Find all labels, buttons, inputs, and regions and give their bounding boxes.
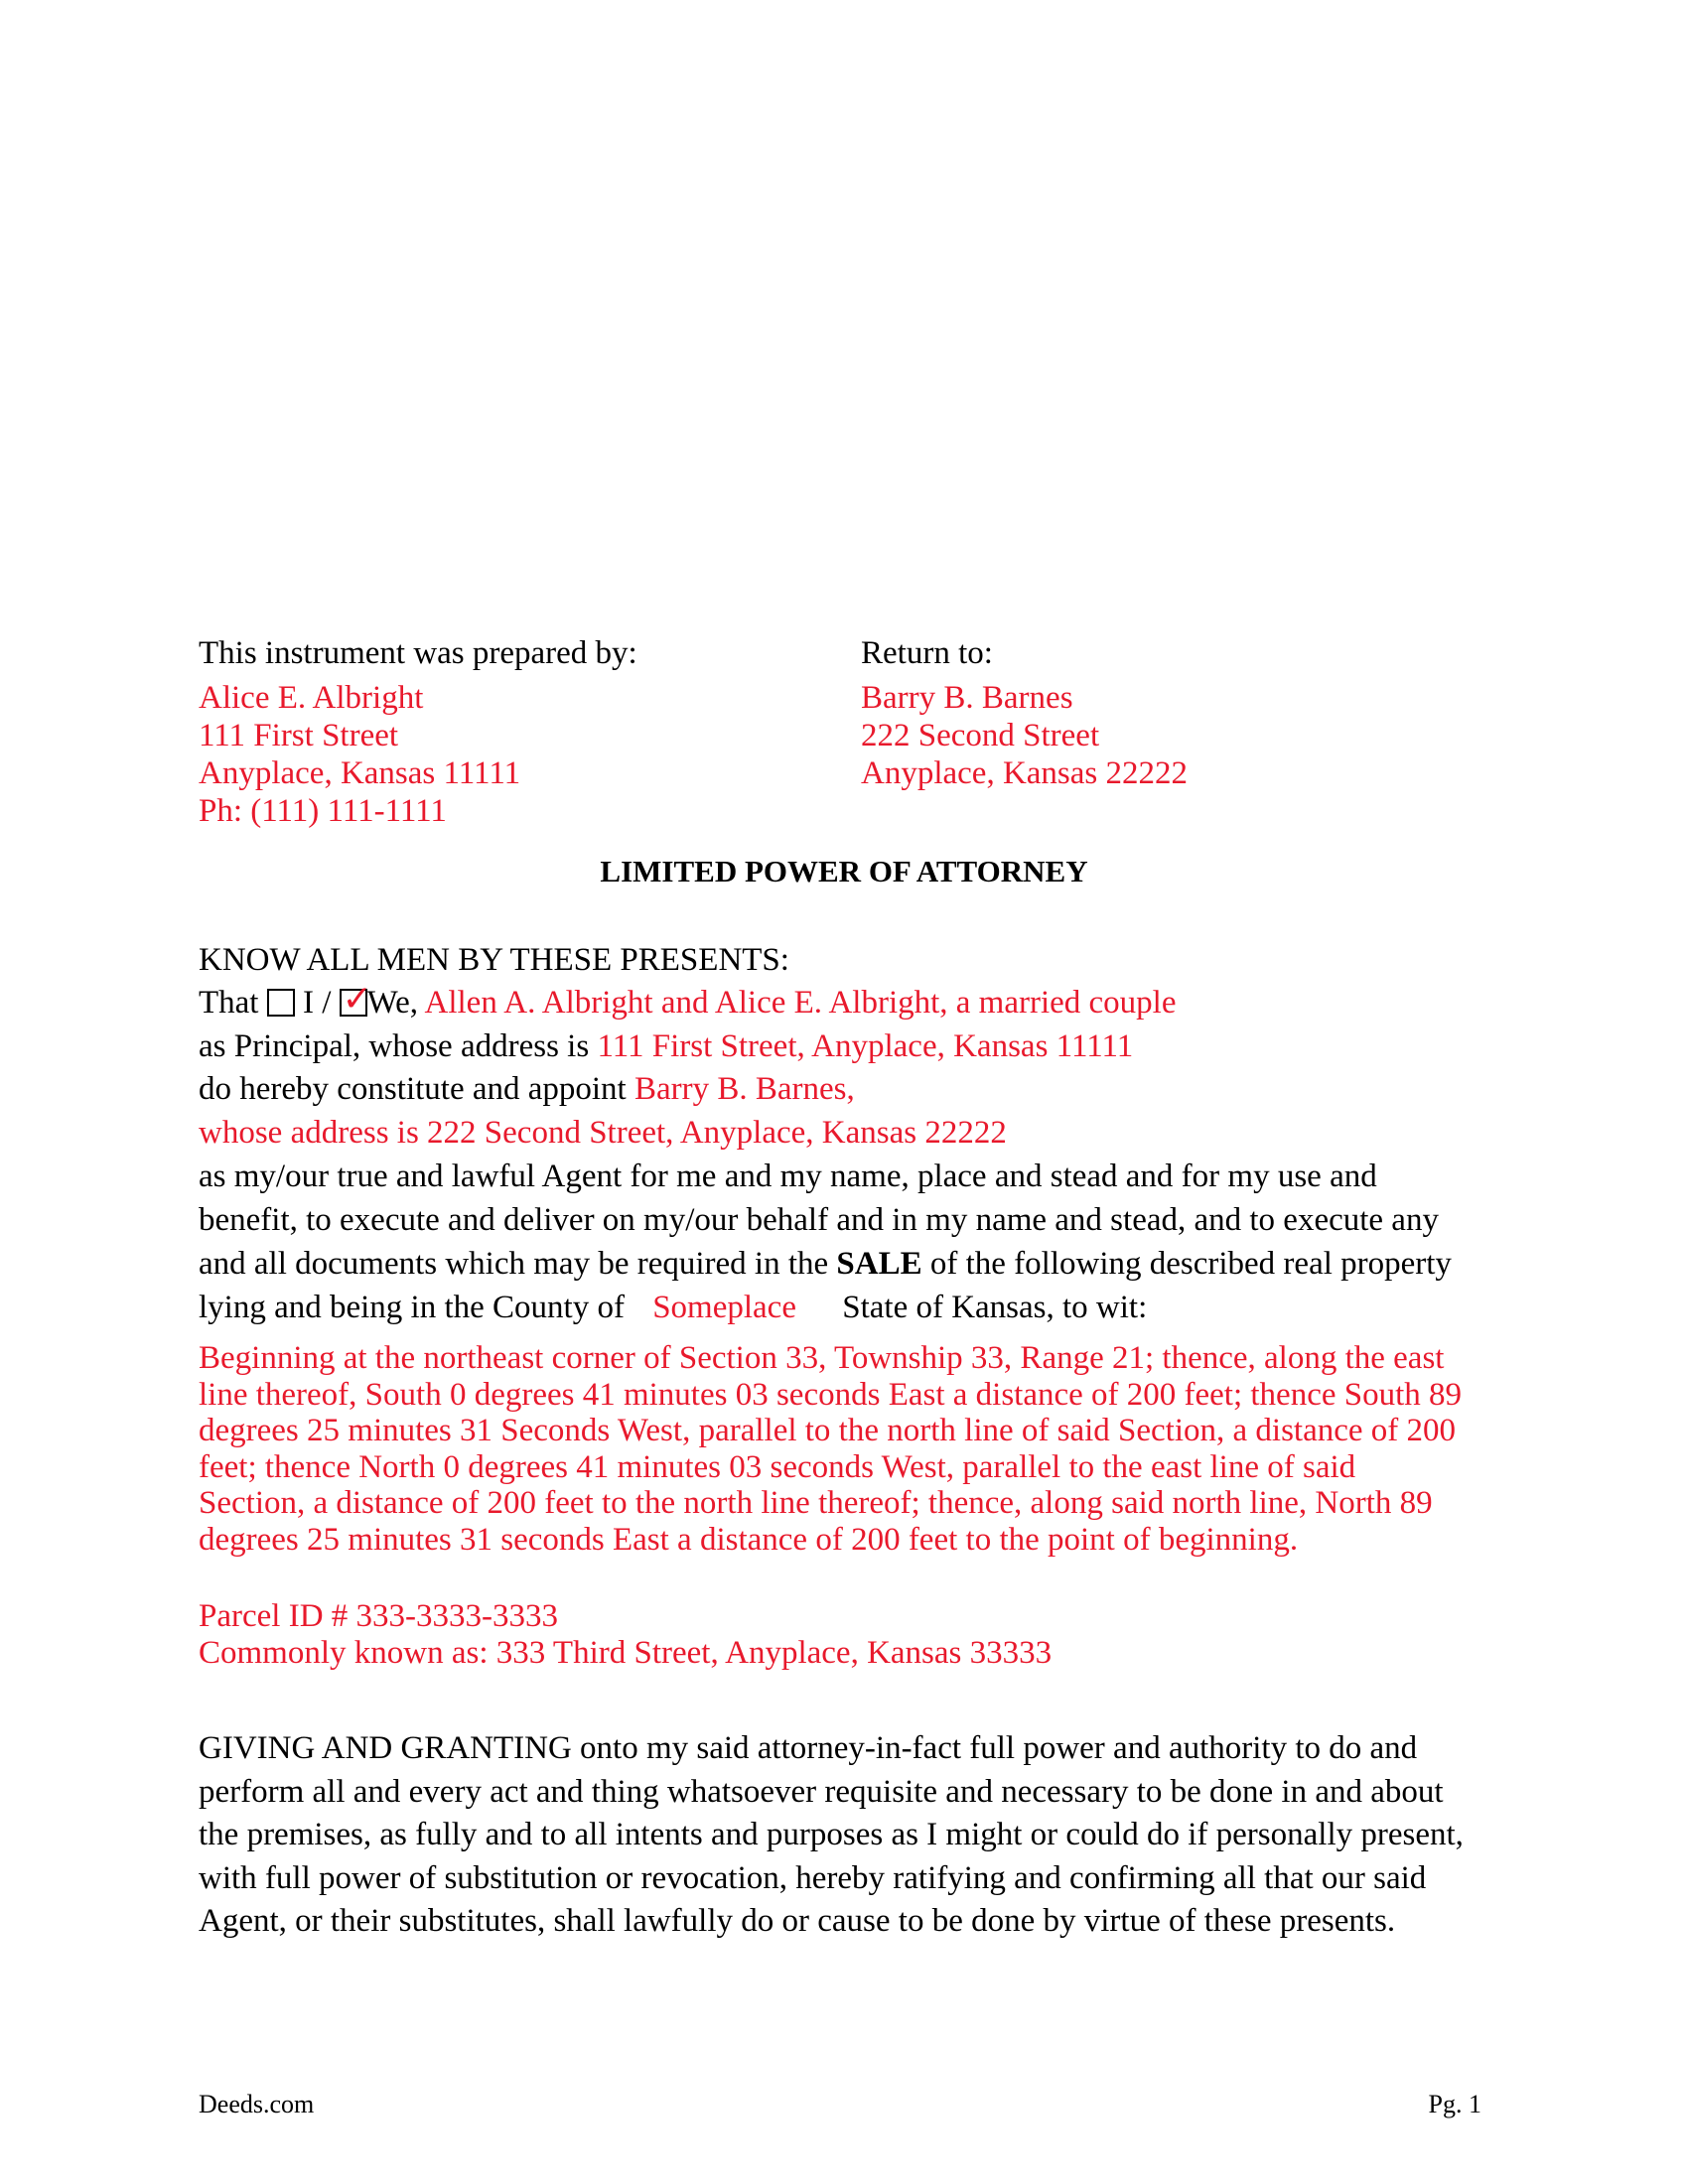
prepared-by-label: This instrument was prepared by: bbox=[199, 635, 637, 671]
legal-line: line thereof, South 0 degrees 41 minutes 03 seconds East a distance of 200 feet; thence South 89 bbox=[199, 1376, 1463, 1413]
appoint-label: do hereby constitute and appoint bbox=[199, 1071, 627, 1107]
appoint-line bbox=[199, 1071, 855, 1108]
legal-line: Section, a distance of 200 feet to the north line thereof; thence, along said north line, North 89 bbox=[199, 1485, 1433, 1522]
agent-address: whose address is 222 Second Street, Anyplace, Kansas 22222 bbox=[199, 1115, 1007, 1151]
prepared-by-name: Alice E. Albright bbox=[199, 680, 424, 716]
legal-line: degrees 25 minutes 31 seconds East a distance of 200 feet to the point of beginning. bbox=[199, 1521, 1299, 1558]
i-checkbox[interactable] bbox=[267, 989, 295, 1017]
return-to-street: 222 Second Street bbox=[861, 718, 1100, 753]
state-label: State of Kansas, to wit: bbox=[842, 1290, 1148, 1325]
agent-line-3-end: of the following described real property bbox=[929, 1246, 1452, 1282]
county-label: lying and being in the County of bbox=[199, 1290, 625, 1325]
parcel-block bbox=[199, 1598, 1052, 1672]
prepared-by-phone: Ph: (111) 111-1111 bbox=[199, 793, 447, 829]
return-to-city: Anyplace, Kansas 22222 bbox=[861, 755, 1189, 791]
footer-brand: Deeds.com bbox=[199, 2090, 315, 2118]
agent-name: Barry B. Barnes, bbox=[633, 1071, 855, 1107]
granting-line: the premises, as fully and to all intents and purposes as I might or could do if personally present, bbox=[199, 1817, 1464, 1852]
granting-line: Agent, or their substitutes, shall lawfully do or cause to be done by virtue of these presents. bbox=[199, 1903, 1396, 1939]
agent-line-2: benefit, to execute and deliver on my/our behalf and in my name and stead, and to execute any bbox=[199, 1202, 1439, 1238]
commonly-known: Commonly known as: 333 Third Street, Anyplace, Kansas 33333 bbox=[199, 1635, 1053, 1671]
principal-names: Allen A. Albright and Alice E. Albright, a married couple bbox=[424, 985, 1177, 1021]
county-line bbox=[199, 1290, 1147, 1326]
prepared-by-city: Anyplace, Kansas 11111 bbox=[199, 755, 521, 791]
prepared-by-block bbox=[199, 679, 520, 830]
page-number: Pg. 1 bbox=[1428, 2090, 1481, 2118]
prepared-by-street: 111 First Street bbox=[199, 718, 399, 753]
granting-paragraph bbox=[199, 1727, 1464, 1944]
i-label: I / bbox=[302, 985, 332, 1021]
granting-line: perform all and every act and thing whatsoever requisite and necessary to be done in and about bbox=[199, 1773, 1444, 1810]
agent-line-1: as my/our true and lawful Agent for me and my name, place and stead and for my use and bbox=[199, 1159, 1377, 1194]
sale-keyword: SALE bbox=[836, 1246, 922, 1282]
we-checkbox[interactable] bbox=[340, 979, 372, 1020]
legal-line: feet; thence North 0 degrees 41 minutes 03 seconds West, parallel to the east line of said bbox=[199, 1448, 1356, 1485]
return-to-block bbox=[861, 679, 1188, 792]
agent-line-3 bbox=[199, 1246, 1452, 1283]
legal-line: Beginning at the northeast corner of Section 33, Township 33, Range 21; thence, along the east bbox=[199, 1340, 1445, 1376]
we-label: We, bbox=[366, 985, 419, 1021]
granting-line: with full power of substitution or revocation, hereby ratifying and confirming all that our said bbox=[199, 1859, 1427, 1896]
principal-line bbox=[199, 979, 1177, 1022]
granting-line: GIVING AND GRANTING onto my said attorney-in-fact full power and authority to do and bbox=[199, 1730, 1418, 1766]
agent-line-3-start: and all documents which may be required in the bbox=[199, 1246, 829, 1282]
checkmark-icon: ✓ bbox=[342, 979, 372, 1020]
return-to-label: Return to: bbox=[861, 635, 993, 671]
county-name: Someplace bbox=[652, 1290, 796, 1325]
document-title: LIMITED POWER OF ATTORNEY bbox=[600, 854, 1088, 888]
principal-address-label: as Principal, whose address is bbox=[199, 1028, 590, 1064]
legal-line: degrees 25 minutes 31 Seconds West, parallel to the north line of said Section, a distance of 200 bbox=[199, 1413, 1457, 1449]
intro-text: KNOW ALL MEN BY THESE PRESENTS: bbox=[199, 942, 789, 978]
principal-address: 111 First Street, Anyplace, Kansas 11111 bbox=[597, 1028, 1134, 1064]
that-label: That bbox=[199, 985, 259, 1021]
parcel-id: Parcel ID # 333-3333-3333 bbox=[199, 1598, 559, 1634]
principal-address-line bbox=[199, 1028, 1133, 1065]
return-to-name: Barry B. Barnes bbox=[861, 680, 1073, 716]
legal-description bbox=[199, 1340, 1462, 1559]
